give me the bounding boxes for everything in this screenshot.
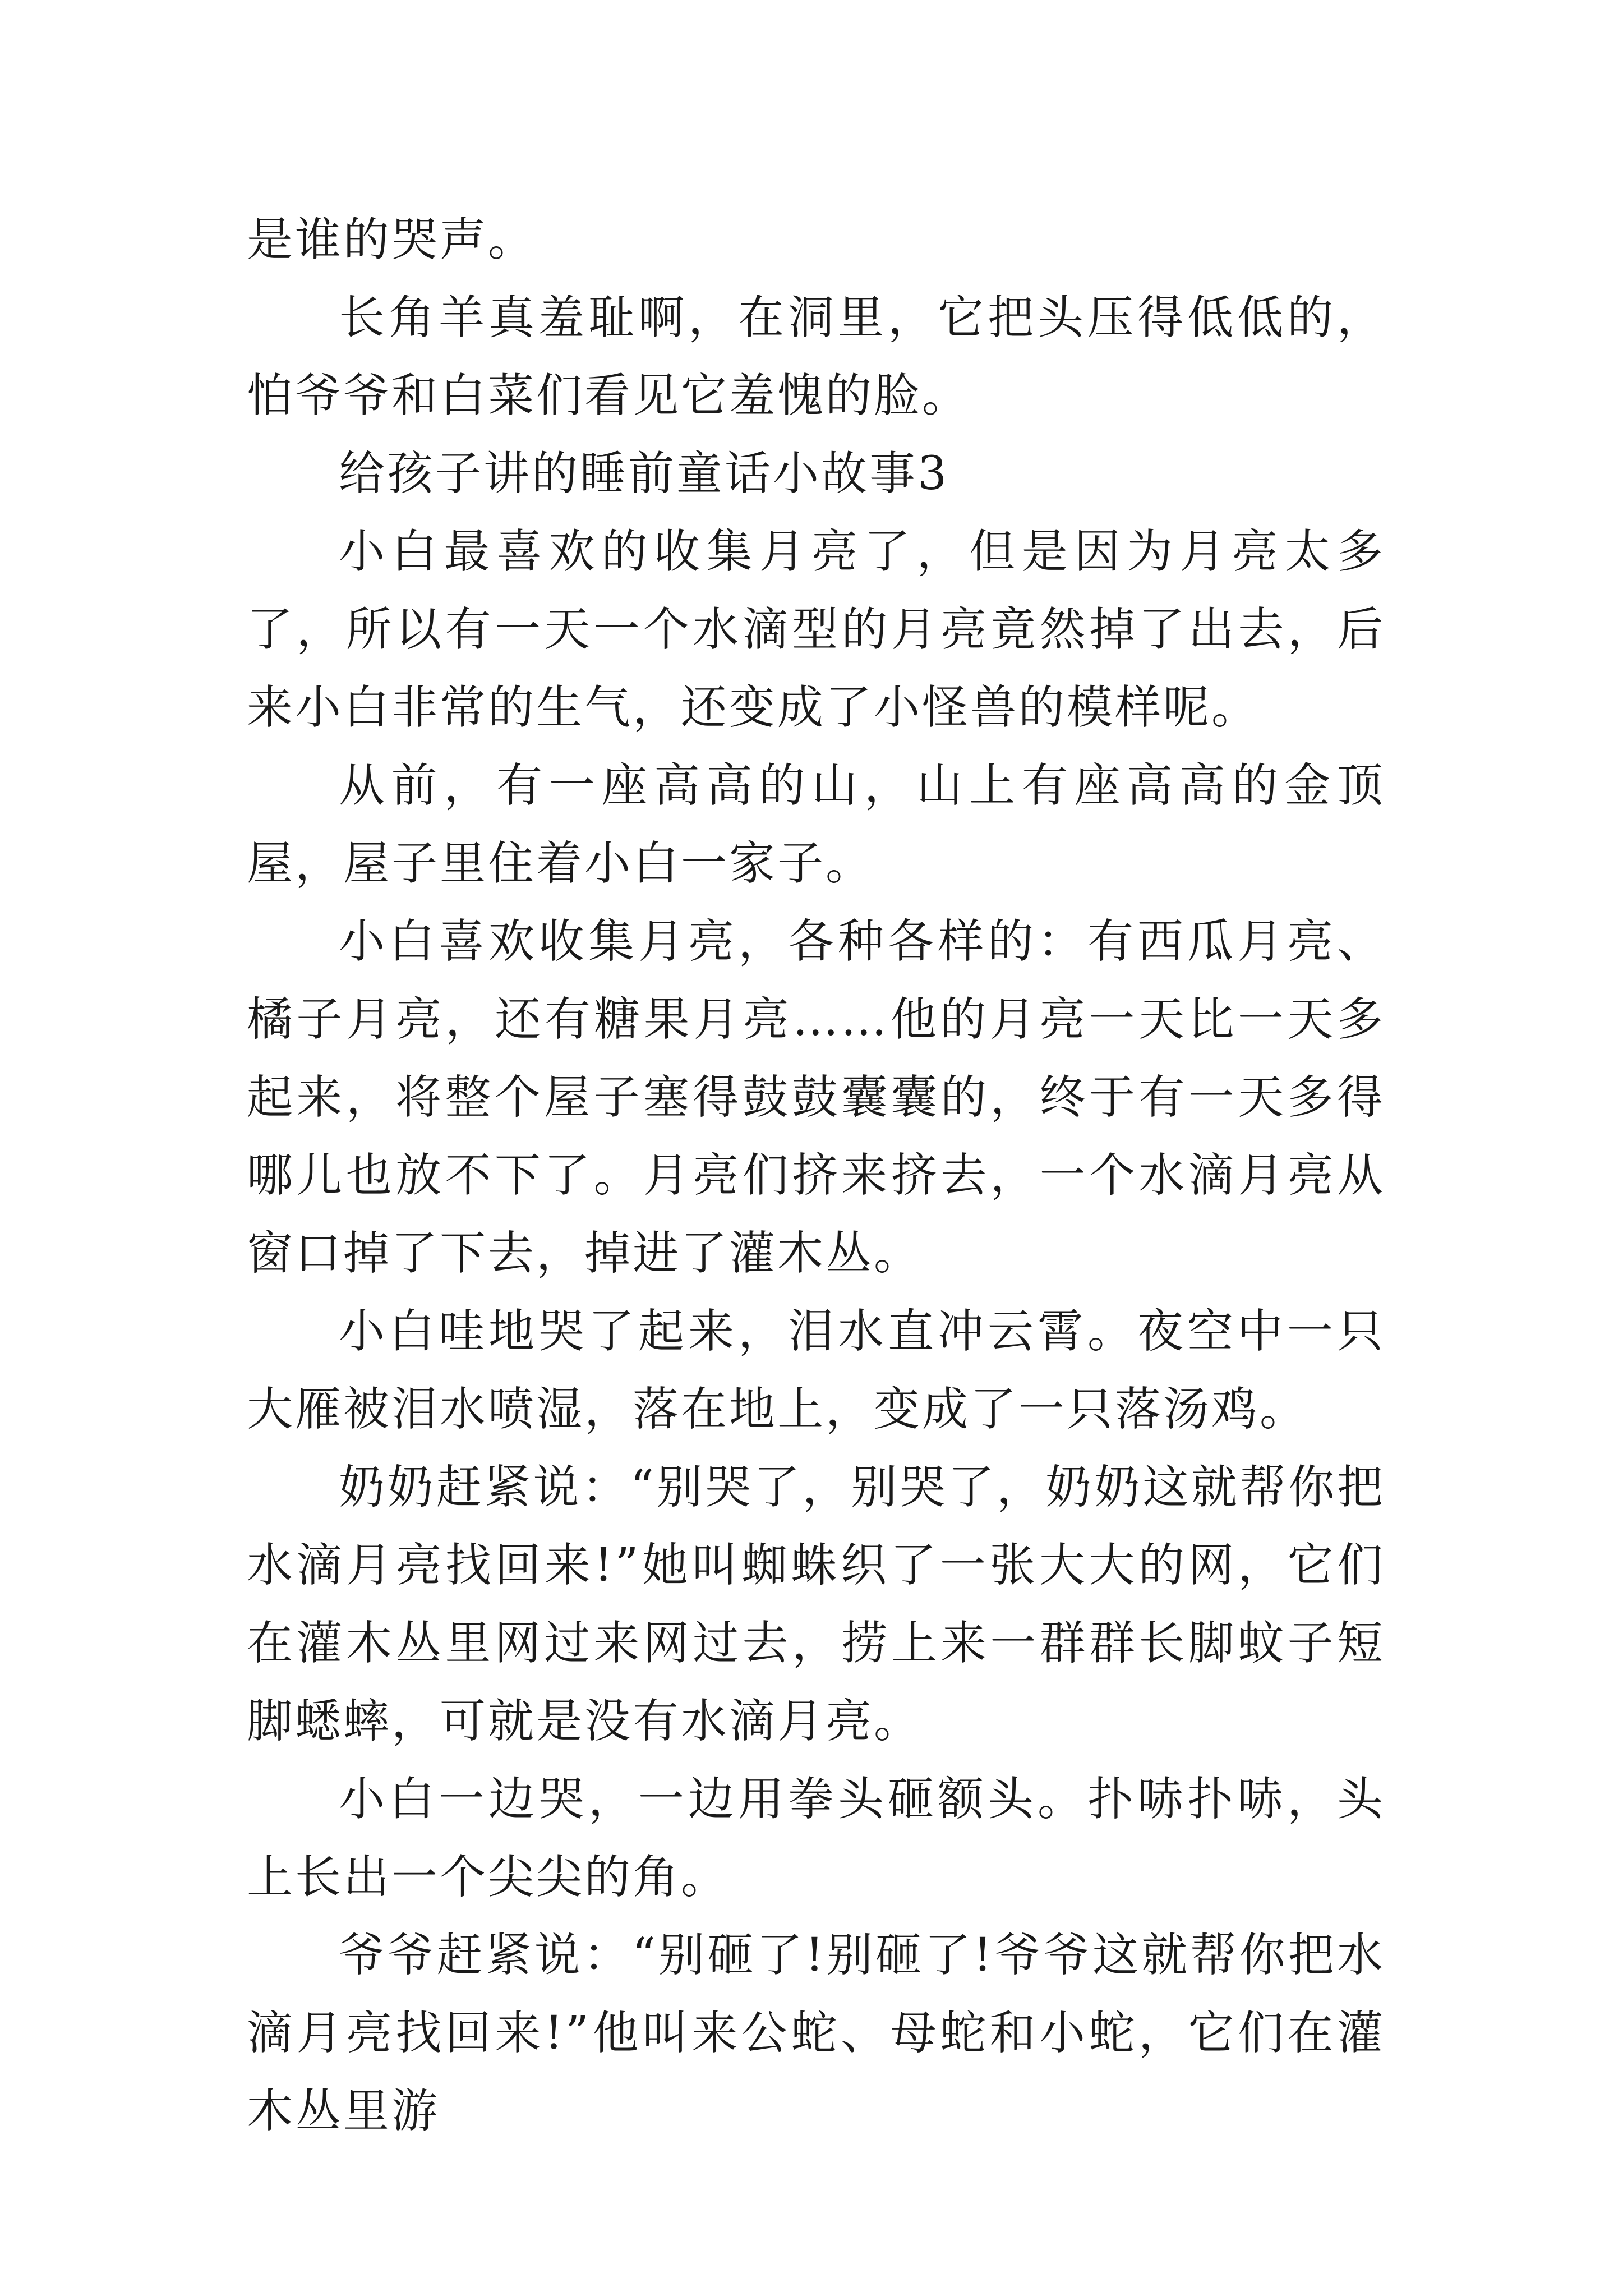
story-paragraph: 爷爷赶紧说：“别砸了!别砸了!爷爷这就帮你把水滴月亮找回来!”他叫来公蛇、母蛇和小蛇，它们在灌木丛里游 bbox=[247, 1929, 1385, 2138]
story-heading: 给孩子讲的睡前童话小故事3 bbox=[339, 447, 949, 500]
story-paragraph: 小白喜欢收集月亮，各种各样的：有西瓜月亮、橘子月亮，还有糖果月亮……他的月亮一天比一天多起来，将整个屋子塞得鼓鼓囊囊的，终于有一天多得哪儿也放不下了。月亮们挤来挤去，一个水滴月亮从窗口掉了下去，掉进了灌木丛。 bbox=[247, 915, 1385, 1280]
story-text bbox=[247, 201, 1385, 2150]
story-paragraph: 是谁的哭声。 bbox=[247, 213, 537, 266]
story-paragraph: 小白一边哭，一边用拳头砸额头。扑哧扑哧，头上长出一个尖尖的角。 bbox=[247, 1773, 1385, 1904]
story-paragraph: 长角羊真羞耻啊，在洞里，它把头压得低低的，怕爷爷和白菜们看见它羞愧的脸。 bbox=[247, 291, 1385, 422]
story-paragraph: 小白哇地哭了起来，泪水直冲云霄。夜空中一只大雁被泪水喷湿，落在地上，变成了一只落汤鸡。 bbox=[247, 1305, 1385, 1436]
story-paragraph: 奶奶赶紧说：“别哭了，别哭了，奶奶这就帮你把水滴月亮找回来!”她叫蜘蛛织了一张大大的网，它们在灌木丛里网过来网过去，捞上来一群群长脚蚊子短脚蟋蟀，可就是没有水滴月亮。 bbox=[247, 1461, 1385, 1748]
story-paragraph: 从前，有一座高高的山，山上有座高高的金顶屋，屋子里住着小白一家子。 bbox=[247, 759, 1385, 890]
story-paragraph: 小白最喜欢的收集月亮了，但是因为月亮太多了，所以有一天一个水滴型的月亮竟然掉了出去，后来小白非常的生气，还变成了小怪兽的模样呢。 bbox=[247, 525, 1385, 734]
